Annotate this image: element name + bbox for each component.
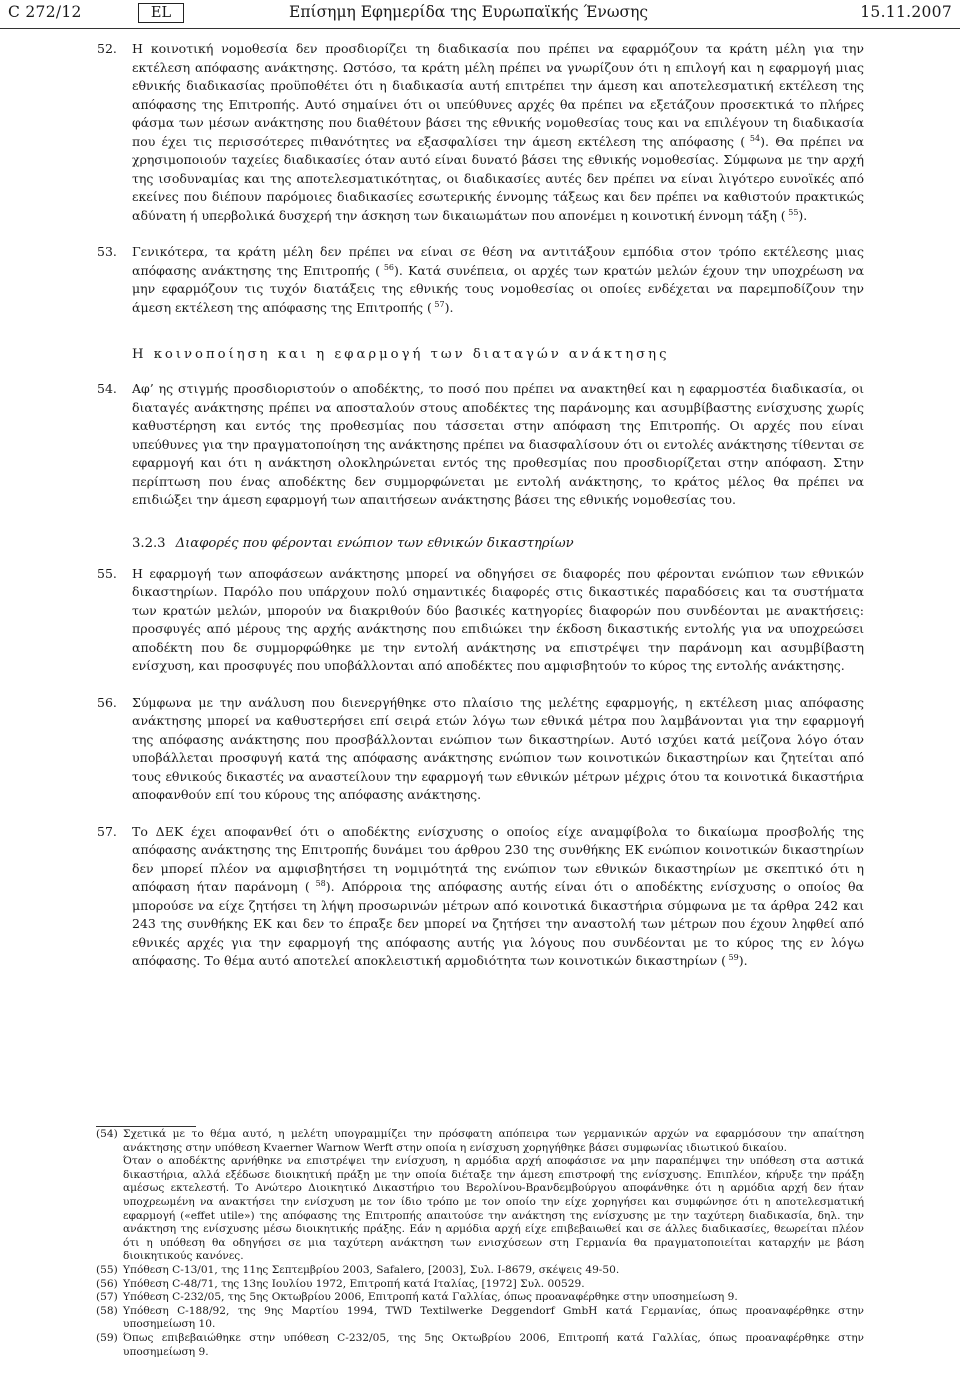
- paragraph-text: Η εφαρμογή των αποφάσεων ανάκτησης μπορεί να οδηγήσει σε διαφορές που φέρονται ενώπιον των εθνικών δικαστηρίων. Παρόλο που υπάρχουν πολύ σημαντικές διαφορές στις δικαστικές παραδόσεις και τα συστήματα των κρατών μελών, μπορούν να διακριθούν δύο βασικές κατηγορίες διαφορών που συνδέονται με ανακτήσεις: προσφυγές από μέρους της αρχής ανάκτησης που επιδιώκει την έκδοση δικαστικής εντολής για να υποχρεώσει αποδέκτη που δε συμμορφώθηκε με την εντολή ανάκτησης να επιστρέψει την παράνομη και ασυμβίβαστη ενίσχυση, και προσφυγές που υποβάλλονται από αποδέκτες που αμφισβητούν το κύρος της εντολής ανάκτησης.: [132, 565, 864, 673]
- footnotes: [0, 1128, 960, 1359]
- header-rule: [0, 28, 960, 29]
- paragraph-number: 57.: [97, 823, 117, 839]
- paragraph-text: Σύμφωνα με την ανάλυση που διενεργήθηκε στο πλαίσιο της μελέτης εφαρμογής, η εκτέλεση μιας απόφασης ανάκτησης μπορεί να καθυστερήσει επί σειρά ετών λόγω των εθνικά μέτρα που λαμβάνονται για την εφαρμογή της απόφασης ανάκτησης που προσβάλλονται ενώπιον των δικαστηρίων. Αυτό ισχύει κατά μείζονα λόγο όταν υποβάλλεται προσφυγή κατά της απόφασης ανάκτησης ενώπιον των κοινοτικών δικαστηρίων και ζητείται από τους εθνικούς δικαστές να αναστείλουν την εφαρμογή των εθνικών μέτρων μέχρις ότου τα κοινοτικά δικαστήρια αποφανθούν επί του κύρους της απόφασης ανάκτησης.: [132, 694, 864, 802]
- paragraph-text: Γενικότερα, τα κράτη μέλη δεν πρέπει να είναι σε θέση να αντιτάξουν εμπόδια στον τρόπο εκτέλεσης μιας απόφασης ανάκτησης της Επιτροπής (: [132, 244, 864, 278]
- footnote: [0, 1291, 960, 1305]
- footnote-text: Σχετικά με το θέμα αυτό, η μελέτη υπογραμμίζει την πρόσφατη απόπειρα των γερμανικών αρχών να εφαρμόσουν την απαίτηση ανάκτησης στην υπόθεση Kvaerner Warnow Werft στην οποία η ενίσχυση χορηγήθηκε βάσει συμφωνίας ιδιωτικού δικαίου.: [123, 1128, 864, 1154]
- subsection-title: Διαφορές που φέρονται ενώπιον των εθνικών δικαστηρίων: [175, 535, 574, 551]
- paragraph-text: Το ΔΕΚ έχει αποφανθεί ότι ο αποδέκτης ενίσχυσης ο οποίος είχε αναμφίβολα το δικαίωμα προσβολής της απόφασης ανάκτησης της Επιτροπής δυνάμει του άρθρου 230 της συνθήκης ΕΚ ενώπιον κοινοτικών δικαστηρίων δεν μπορεί πλέον να αμφισβητήσει τη νομιμότητά της ενώπιον των εθνικών δικαστηρίων με σκεπτικό ότι η απόφαση ήταν παράνομη (: [132, 823, 864, 894]
- footnote-text: Υπόθεση C-48/71, της 13ης Ιουλίου 1972, Επιτροπή κατά Ιταλίας, [1972] Συλ. 00529.: [123, 1277, 585, 1290]
- paragraph-text: ). Απόρροια της απόφασης αυτής είναι ότι ο αποδέκτης ενίσχυσης ο οποίος θα μπορούσε να είχε ζητήσει τη λήψη προσωρινών μέτρων από κοινοτικά δικαστήρια σύμφωνα με τα άρθρα 242 και 243 της συνθήκης ΕΚ και δεν το έπραξε δεν μπορεί να ζητήσει την αναστολή των μέτρων που έχουν ληφθεί από εθνικές αρχές για την εφαρμογή της απόφασης αυτής για λόγους που συνδέονται με το κύρος της εν λόγω απόφασης. Το θέμα αυτό αποτελεί αποκλειστική αρμοδιότητα των κοινοτικών δικαστηρίων (: [132, 879, 864, 968]
- footnote-continuation: Όταν ο αποδέκτης αρνήθηκε να επιστρέψει την ενίσχυση, η αρμόδια αρχή αποφάσισε να μην παραπέμψει την υπόθεση στα αστικά δικαστήρια, αλλά εξέδωσε διοικητική πράξη με την οποία διέταξε την άμεση επιστροφή της ενίσχυσης. Επιπλέον, κήρυξε την πράξη αμέσως εκτελεστή. Το Ανώτερο Διοικητικό Δικαστήριο του Βερολίνου-Βρανδεμβούργου αποφάνθηκε ότι η αρμόδια αρχή δεν ήταν υποχρεωμένη να ανακτήσει την ενίσχυση με τον ίδιο τρόπο με τον οποίο την είχε χορηγήσει και συμφώνησε ότι η αποτελεσματική εφαρμογή («effet utile») της απόφασης της Επιτροπής απαιτούσε την ανάκτηση της ενίσχυσης με την ταχύτερη διαδικασία, δηλ. την ανάκτηση της ενίσχυσης μέσω διοικητικής πράξης. Εάν η αρμόδια αρχή είχε επιβεβαιωθεί και σε άλλες διαδικασίες, θεωρείται πλέον ότι η υπόθεση θα οδηγήσει σε μια ταχύτερη ανάκτηση των ενισχύσεων στη Γερμανία θα πραγματοποιείται καταρχήν με βάση διοικητικούς κανόνες.: [123, 1155, 864, 1263]
- paragraph: [0, 694, 960, 805]
- footnote-number: (54): [96, 1128, 118, 1140]
- page-number: C 272/12: [8, 3, 82, 21]
- footnote-number: (58): [96, 1304, 118, 1317]
- paragraph: [0, 565, 960, 676]
- footnote: [0, 1332, 960, 1359]
- paragraph-text: ). Κατά συνέπεια, οι αρχές των κρατών μελών έχουν την υποχρέωση να μην εφαρμόζουν τις τυχόν διατάξεις της εθνικής τους νομοθεσίας οι οποίες ενδέχεται να παρεμποδίζουν την άμεση εκτέλεση της απόφασης της Επιτροπής (: [132, 262, 865, 315]
- footnote: [0, 1264, 960, 1278]
- footnote-reference[interactable]: 55: [785, 207, 799, 217]
- paragraph: [0, 243, 960, 317]
- footnote: [0, 1278, 960, 1292]
- document-body: [0, 40, 960, 989]
- paragraph: [0, 823, 960, 971]
- footnote: [0, 1305, 960, 1332]
- footnote-rule: [96, 1126, 196, 1127]
- paragraph-text: Αφ’ ης στιγμής προσδιοριστούν ο αποδέκτης, το ποσό που πρέπει να ανακτηθεί και η εφαρμοστέα διαδικασία, οι διαταγές ανάκτησης πρέπει να αποσταλούν στους αποδέκτες της παράνομης και ασυμβίβαστης ενίσχυσης χωρίς καθυστέρηση και εντός της προθεσμίας που τάσσεται στην απόφαση της Επιτροπής. Οι αρχές που είναι υπεύθυνες για την πραγματοποίηση της ανάκτησης πρέπει να διασφαλίσουν ότι οι εντολές ανάκτησης τίθενται σε εφαρμογή και ότι η ανάκτηση ολοκληρώνεται εντός της προθεσμίας που προσδιορίζεται στην απόφαση. Στην περίπτωση που ένας αποδέκτης δεν συμμορφώνεται με εντολή ανάκτησης, το κράτος μέλος θα πρέπει να επιδιώξει την άμεση εφαρμογή των απαιτήσεων ανάκτησης βάσει της εθνικής νομοθεσίας του.: [132, 381, 864, 507]
- paragraph-number: 55.: [97, 565, 117, 581]
- footnote-reference[interactable]: 54: [745, 133, 761, 143]
- footnote: [0, 1128, 960, 1264]
- footnote-text: Υπόθεση C-188/92, της 9ης Μαρτίου 1994, TWD Textilwerke Deggendorf GmbH κατά Γερμανίας, όπως προαναφέρθηκε στην υποσημείωση 10.: [123, 1304, 864, 1331]
- section-heading: Η κοινοποίηση και η εφαρμογή των διαταγών ανάκτησης: [132, 347, 670, 362]
- footnote-reference[interactable]: 58: [309, 878, 326, 888]
- paragraph-text: ).: [444, 299, 454, 315]
- paragraph: [0, 40, 960, 225]
- footnote-reference[interactable]: 57: [431, 299, 445, 309]
- paragraph-number: 56.: [97, 694, 117, 710]
- paragraph-text: ).: [798, 207, 808, 223]
- paragraph-number: 52.: [97, 41, 117, 56]
- footnote-number: (59): [96, 1331, 118, 1344]
- paragraph-number: 54.: [97, 381, 117, 396]
- journal-title: Επίσημη Εφημερίδα της Ευρωπαϊκής Ένωσης: [289, 3, 649, 21]
- page-header: [0, 0, 960, 34]
- paragraph-group-3: [0, 565, 960, 971]
- paragraph-number: 53.: [97, 244, 117, 259]
- footnote-text: Όπως επιβεβαιώθηκε στην υπόθεση C-232/05, της 5ης Οκτωβρίου 2006, Επιτροπή κατά Γαλλίας, όπως προαναφέρθηκε στην υποσημείωση 9.: [123, 1331, 864, 1358]
- footnote-reference[interactable]: 59: [726, 952, 739, 962]
- footnote-text: Υπόθεση C-232/05, της 5ης Οκτωβρίου 2006, Επιτροπή κατά Γαλλίας, όπως προαναφέρθηκε στην υποσημείωση 9.: [123, 1291, 738, 1304]
- footnote-reference[interactable]: 56: [380, 262, 395, 272]
- footnote-number: (57): [96, 1291, 118, 1304]
- paragraph-group-1: [0, 40, 960, 317]
- paragraph-text: ).: [738, 953, 748, 968]
- paragraph-text: Η κοινοτική νομοθεσία δεν προσδιορίζει τη διαδικασία που πρέπει να εφαρμόζουν τα κράτη μέλη για την εκτέλεση απόφασης ανάκτησης. Ωστόσο, τα κράτη μέλη πρέπει να γνωρίζουν ότι η επιλογή και η εφαρμογή μιας εθνικής διαδικασίας προϋποθέτει ότι η διαδικασία αυτή επιτρέπει την άμεση και αποτελεσματική εκτέλεση της απόφασης της Επιτροπής. Αυτό σημαίνει ότι οι υπεύθυνες αρχές θα πρέπει να εξετάζουν προσεκτικά το πλήρες φάσμα των μέσων ανάκτησης που διαθέτουν βάσει της εθνικής νομοθεσίας τους και να επιλέγουν τη διαδικασία που έχει τις περισσότερες πιθανότητες να εξασφαλίσει την άμεση εκτέλεση της απόφασης (: [132, 41, 864, 149]
- paragraph-text: ). Θα πρέπει να χρησιμοποιούν ταχείες διαδικασίες όταν αυτό είναι δυνατό βάσει της εθνικής νομοθεσίας. Σύμφωνα με την αρχή της ισοδυναμίας και της αποτελεσματικότητας, οι διαδικασίες αυτές δεν πρέπει να είναι λιγότερο ευνοϊκές από εκείνες που διέπουν παρόμοιες διαδικασίες εσωτερικής έννομης τάξεως και δεν πρέπει να καθιστούν πρακτικώς αδύνατη ή υπερβολικά δυσχερή την άσκηση των δικαιωμάτων που απονέμει η κοινοτική έννομη τάξη (: [132, 133, 864, 223]
- paragraph-group-2: [0, 380, 960, 510]
- footnote-number: (56): [96, 1277, 118, 1290]
- footnote-text: Υπόθεση C-13/01, της 11ης Σεπτεμβρίου 2003, Safalero, [2003], Συλ. I-8679, σκέψεις 49-50.: [123, 1263, 620, 1276]
- publication-date: 15.11.2007: [860, 3, 952, 21]
- paragraph: [0, 380, 960, 510]
- footnote-number: (55): [96, 1263, 118, 1276]
- subsection-heading: [0, 536, 960, 551]
- subsection-number: 3.2.3: [132, 535, 166, 551]
- language-badge: EL: [138, 3, 184, 23]
